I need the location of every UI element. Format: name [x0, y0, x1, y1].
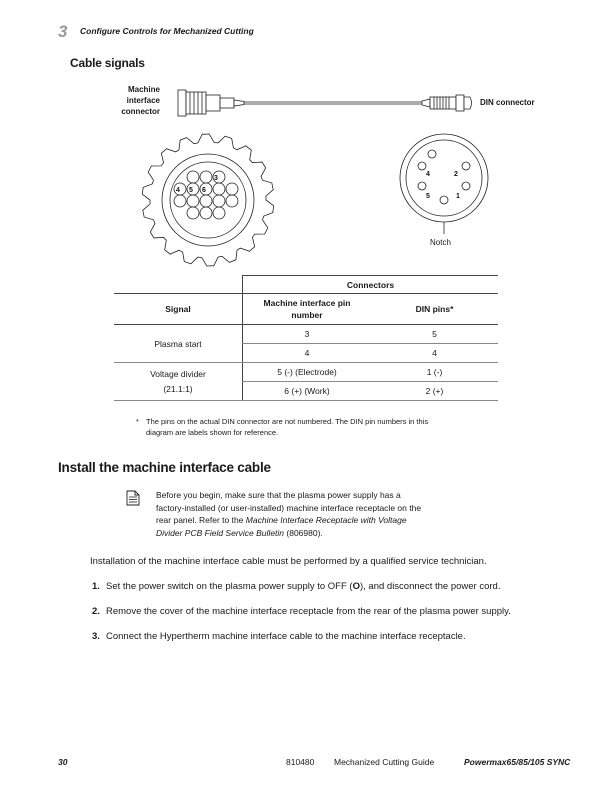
mi-pin-label-3: 3 — [214, 175, 218, 182]
step-3: 3. Connect the Hypertherm machine interface cable to the machine interface receptacle. — [92, 631, 466, 642]
mi-pin-cell: 5 (-) (Electrode) — [243, 363, 372, 382]
mi-pin-label-4: 4 — [176, 187, 180, 194]
before-you-begin-note: Before you begin, make sure that the plasma power supply has a factory-installed (or user-installed) machine interface receptacle on the rear panel. Refer to the Machine Interface Receptacle with Voltage Divider PCB Field Service Bulletin (806980). — [156, 490, 422, 538]
machine-interface-connector-label: Machine interface connector — [121, 85, 160, 116]
machine-interface-connector-face — [138, 130, 278, 270]
din-connector-label: DIN connector — [480, 98, 535, 107]
connectors-group-header: Connectors — [243, 276, 499, 294]
din-pin-cell: 1 (-) — [371, 363, 498, 382]
mi-pin — [226, 195, 238, 207]
table-row — [114, 363, 498, 382]
din-pin-cell: 2 (+) — [371, 382, 498, 401]
section-title-cable-signals: Cable signals — [70, 56, 145, 70]
mi-pin — [187, 207, 199, 219]
mi-pin-cell: 6 (+) (Work) — [243, 382, 372, 401]
section-title-install: Install the machine interface cable — [58, 460, 271, 475]
step-1: 1. Set the power switch on the plasma power supply to OFF (O), and disconnect the power cord. — [92, 581, 501, 592]
notch-label: Notch — [430, 238, 451, 247]
footer-guide-title: Mechanized Cutting Guide — [334, 757, 435, 767]
mi-pin-cell: 3 — [243, 325, 372, 344]
din-pin-cell: 4 — [371, 344, 498, 363]
footer-doc-number: 810480 — [286, 757, 315, 767]
step-2: 2. Remove the cover of the machine interface receptacle from the rear of the plasma power supply. — [92, 606, 511, 617]
table-footnote: * The pins on the actual DIN connector are not numbered. The DIN pin numbers in this diagram are labels shown for reference. — [136, 417, 429, 437]
din-pin-label-5: 5 — [426, 193, 430, 200]
mi-pin — [174, 195, 186, 207]
signals-table — [114, 275, 498, 401]
mi-pin-cell: 4 — [243, 344, 372, 363]
mi-pin — [200, 195, 212, 207]
mi-pin — [200, 207, 212, 219]
mi-pin — [187, 195, 199, 207]
note-icon — [126, 490, 140, 506]
col-mi-pin-header: Machine interface pin number — [243, 294, 372, 325]
chapter-number: 3 — [58, 22, 68, 41]
mi-pin — [213, 207, 225, 219]
footer-product-name: Powermax65/85/105 SYNC — [464, 757, 571, 767]
din-connector-face — [396, 126, 496, 238]
signal-cell: Voltage divider (21.1:1) — [114, 363, 243, 401]
footer-page-number: 30 — [58, 757, 68, 767]
mi-pin — [213, 195, 225, 207]
cable-illustration — [160, 82, 480, 122]
mi-pin — [213, 183, 225, 195]
din-pin-label-2: 2 — [454, 171, 458, 178]
din-pin-cell: 5 — [371, 325, 498, 344]
mi-pin-label-6: 6 — [202, 187, 206, 194]
col-din-pins-header: DIN pins* — [371, 294, 498, 325]
din-pin-label-1: 1 — [456, 193, 460, 200]
mi-pin-label-5: 5 — [189, 187, 193, 194]
din-pin-label-4: 4 — [426, 171, 430, 178]
signal-cell: Plasma start — [114, 325, 243, 363]
mi-pin — [200, 171, 212, 183]
install-intro-paragraph: Installation of the machine interface cable must be performed by a qualified service technician. — [90, 556, 487, 567]
col-signal-header: Signal — [114, 294, 243, 325]
mi-pin — [187, 171, 199, 183]
mi-pin — [226, 183, 238, 195]
chapter-title: Configure Controls for Mechanized Cutting — [80, 26, 254, 36]
table-row — [114, 325, 498, 344]
